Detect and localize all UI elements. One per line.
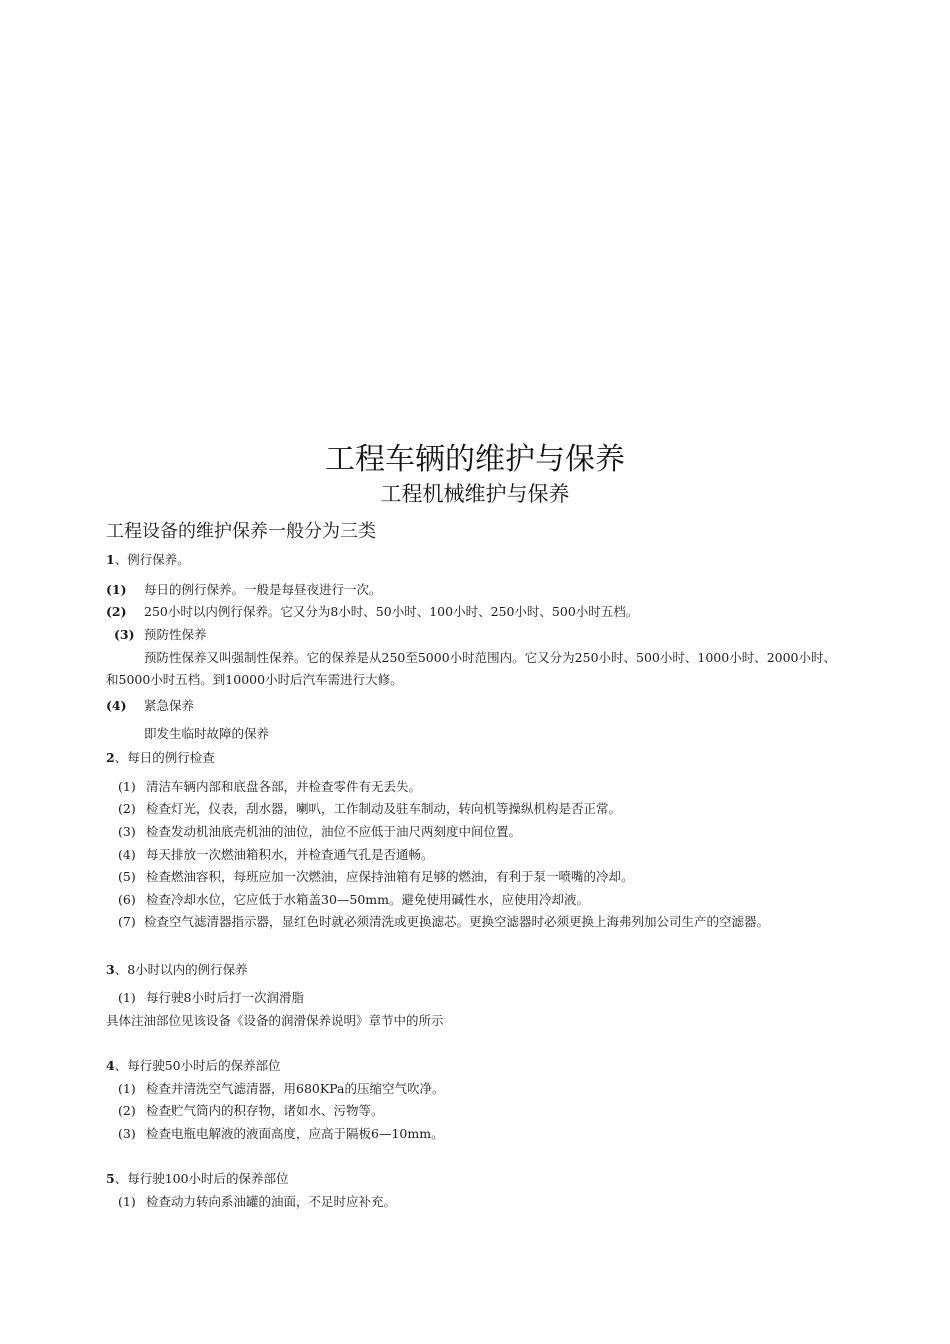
sec2-label: 、每日的例行检查 [114, 750, 215, 765]
sec1-number: 1 [106, 552, 115, 567]
sec5-label: 、每行驶100小时后的保养部位 [114, 1171, 289, 1186]
sec1-item1-text: 每日的例行保养。一般是每昼夜进行一次。 [144, 582, 382, 597]
sec2-item3-number: (3) [118, 824, 136, 839]
sec2-item4-text: 每天排放一次燃油箱积水，并检查通气孔是否通畅。 [146, 847, 434, 862]
sec1-item4-number: (4) [106, 698, 127, 713]
sec1-label: 、例行保养。 [114, 552, 190, 567]
sec1-item2-number: (2) [106, 604, 127, 619]
sec4-label: 、每行驶50小时后的保养部位 [114, 1058, 281, 1073]
sec3-item1-text: 每行驶8小时后打一次润滑脂 [146, 990, 304, 1005]
sec4-item3-text: 检查电瓶电解液的液面高度，应高于隔板6—10mm。 [146, 1126, 444, 1141]
sec5-item1-text: 检查动力转向系油罐的油面，不足时应补充。 [146, 1194, 397, 1209]
sec1-item4-text: 紧急保养 [144, 698, 195, 713]
sec4-item1-text: 检查并清洗空气滤清器，用680KPa的压缩空气吹净。 [146, 1081, 445, 1096]
sec1-item3-number: (3) [114, 627, 135, 642]
sec1-item3-paragraph-line1: 预防性保养又叫强制性保养。它的保养是从250至5000小时范围内。它又分为250小时、500小时、1000小时、2000小时、 [144, 650, 837, 665]
sec1-item1-number: (1) [106, 582, 127, 597]
sec5-number: 5 [106, 1171, 115, 1186]
sec2-item6-text: 检查冷却水位，它应低于水箱盖30—50mm。避免使用碱性水，应使用冷却液。 [146, 892, 590, 907]
sec3-note: 具体注油部位见该设备《设备的润滑保养说明》章节中的所示 [106, 1013, 444, 1028]
sec2-item7-number: (7) [118, 914, 136, 929]
sec4-item1-number: (1) [118, 1081, 136, 1096]
sec5-item1-number: (1) [118, 1194, 136, 1209]
sec4-item2-text: 检查贮气筒内的积存物，诸如水、污物等。 [146, 1103, 384, 1118]
sec1-item2-text: 250小时以内例行保养。它又分为8小时、50小时、100小时、250小时、500小时五档。 [144, 604, 639, 619]
document-subtitle: 工程机械维护与保养 [380, 482, 570, 506]
sec3-number: 3 [106, 962, 115, 977]
sec2-item7-text: 检查空气滤清器指示器，显红色时就必须清洗或更换滤芯。更换空滤器时必须更换上海弗列加公司生产的空滤器。 [144, 914, 770, 929]
sec2-item2-number: (2) [118, 801, 136, 816]
sec2-item1-number: (1) [118, 779, 136, 794]
sec2-item4-number: (4) [118, 847, 136, 862]
sec1-item3-paragraph-line2: 和5000小时五档。到10000小时后汽车需进行大修。 [106, 672, 403, 687]
sec4-number: 4 [106, 1058, 115, 1073]
document-title: 工程车辆的维护与保养 [325, 442, 625, 477]
section-heading: 工程设备的维护保养一般分为三类 [106, 521, 376, 542]
sec4-heading [106, 1057, 281, 1075]
sec3-label: 、8小时以内的例行保养 [114, 962, 248, 977]
sec2-item5-text: 检查燃油容积，每班应加一次燃油，应保持油箱有足够的燃油，有利于泵一喷嘴的冷却。 [146, 869, 634, 884]
sec2-item1-text: 清洁车辆内部和底盘各部，并检查零件有无丢失。 [146, 779, 422, 794]
sec4-item2-number: (2) [118, 1103, 136, 1118]
sec2-item6-number: (6) [118, 892, 136, 907]
sec4-item3-number: (3) [118, 1126, 136, 1141]
sec2-item5-number: (5) [118, 869, 136, 884]
sec2-item3-text: 检查发动机油底壳机油的油位，油位不应低于油尺两刻度中间位置。 [146, 824, 522, 839]
sec2-number: 2 [106, 750, 115, 765]
sec2-item2-text: 检查灯光，仪表，刮水器，喇叭，工作制动及驻车制动，转向机等操纵机构是否正常。 [146, 801, 622, 816]
sec1-heading [106, 551, 190, 569]
sec1-item3-text: 预防性保养 [144, 627, 207, 642]
sec1-item4-paragraph: 即发生临时故障的保养 [144, 726, 270, 741]
sec2-heading [106, 749, 215, 767]
sec5-heading [106, 1170, 289, 1188]
sec3-heading [106, 961, 248, 979]
sec3-item1-number: (1) [118, 990, 136, 1005]
